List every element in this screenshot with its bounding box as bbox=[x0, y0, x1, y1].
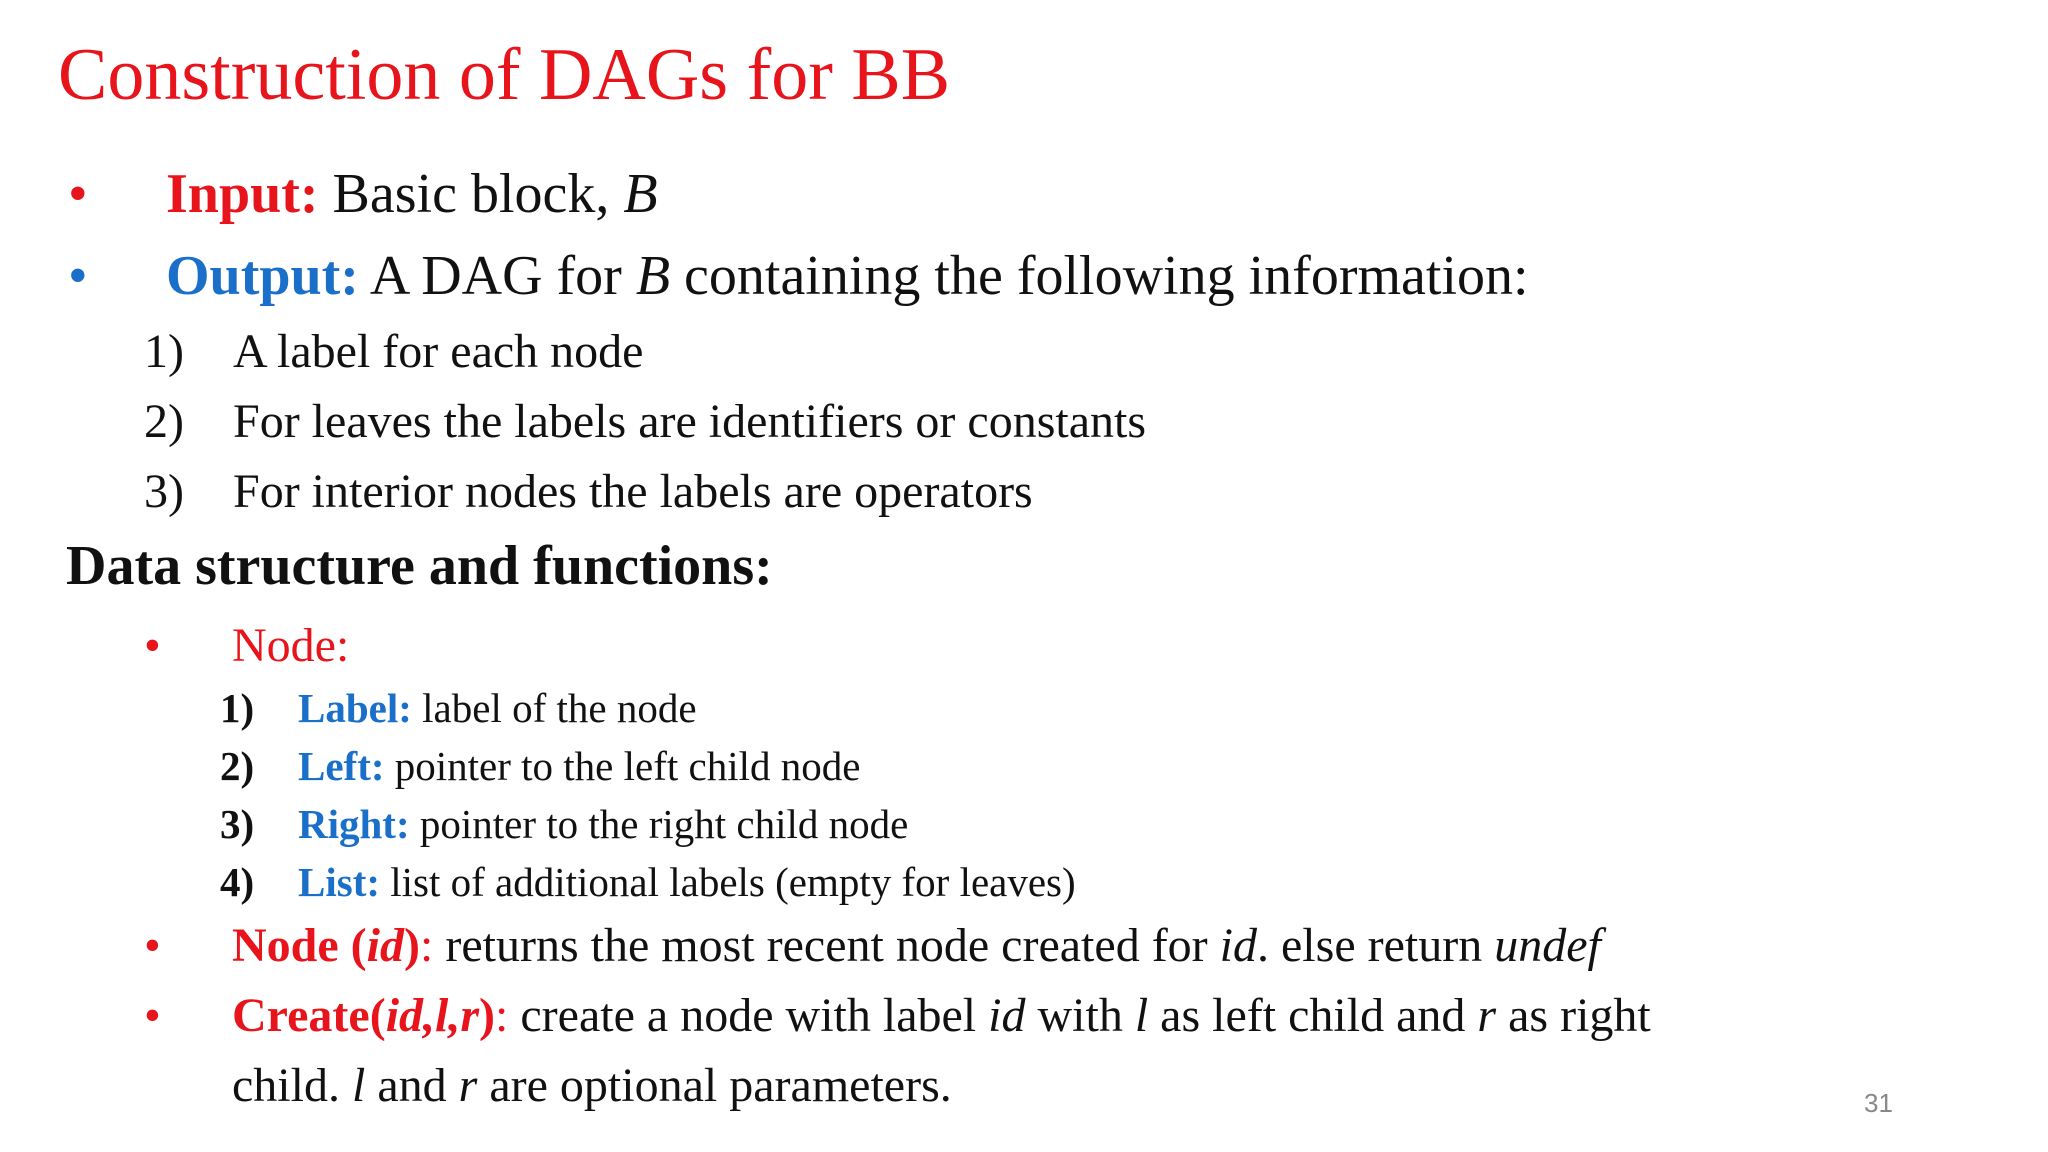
desc-italic: id bbox=[1219, 919, 1257, 972]
create-function-text bbox=[232, 989, 1651, 1042]
label-part: Node ( bbox=[232, 919, 367, 972]
desc-italic: r bbox=[1477, 989, 1497, 1042]
output-text-a: A DAG for bbox=[358, 245, 636, 307]
label-italic: id,l,r bbox=[385, 989, 480, 1042]
bullet-marker: • bbox=[144, 619, 161, 672]
desc-part: . else return bbox=[1257, 919, 1495, 972]
desc-part: as left child and bbox=[1148, 989, 1478, 1042]
desc-italic: id bbox=[988, 989, 1026, 1042]
item-number: 2) bbox=[144, 395, 184, 448]
item-text: For interior nodes the labels are operators bbox=[233, 465, 1033, 518]
desc-part: and bbox=[365, 1059, 459, 1112]
desc-italic: r bbox=[458, 1059, 478, 1112]
bullet-marker: • bbox=[68, 163, 88, 225]
node-bullet-text: Node: bbox=[232, 619, 350, 672]
desc-part: create a node with label bbox=[508, 989, 989, 1042]
field-text bbox=[298, 743, 861, 789]
item-number: 1) bbox=[144, 325, 184, 378]
field-label: Label: bbox=[298, 685, 412, 731]
field-number: 2) bbox=[220, 743, 255, 789]
field-text bbox=[298, 685, 697, 731]
create-function-text-line2 bbox=[232, 1059, 952, 1112]
desc-part: returns the most recent node created for bbox=[433, 919, 1220, 972]
create-function-label bbox=[232, 989, 495, 1042]
item-number: 3) bbox=[144, 465, 184, 518]
desc-italic: l bbox=[1134, 989, 1149, 1042]
page-number: 31 bbox=[1864, 1088, 1893, 1118]
field-number: 1) bbox=[220, 685, 255, 731]
field-text bbox=[298, 859, 1076, 905]
desc-part: as right bbox=[1496, 989, 1651, 1042]
output-italic: B bbox=[635, 245, 671, 307]
item-text: For leaves the labels are identifiers or constants bbox=[233, 395, 1147, 448]
desc-italic: l bbox=[351, 1059, 366, 1112]
input-italic: B bbox=[623, 163, 658, 225]
field-description: list of additional labels (empty for leaves) bbox=[380, 859, 1076, 905]
output-bullet-text bbox=[166, 245, 1529, 307]
desc-part: with bbox=[1025, 989, 1135, 1042]
field-number: 4) bbox=[220, 859, 255, 905]
bullet-marker: • bbox=[68, 245, 88, 307]
section-heading: Data structure and functions: bbox=[66, 535, 773, 597]
field-number: 3) bbox=[220, 801, 255, 847]
desc-part: are optional parameters. bbox=[477, 1059, 952, 1112]
input-label: Input: bbox=[166, 163, 319, 225]
label-part: ) bbox=[404, 919, 420, 972]
node-function-label bbox=[232, 919, 420, 972]
desc-part: child. bbox=[232, 1059, 352, 1112]
field-description: pointer to the left child node bbox=[384, 743, 861, 789]
input-text: Basic block, bbox=[318, 163, 624, 225]
field-text bbox=[298, 801, 909, 847]
field-description: pointer to the right child node bbox=[409, 801, 909, 847]
label-part: ) bbox=[479, 989, 496, 1042]
bullet-marker: • bbox=[144, 989, 161, 1042]
field-label: List: bbox=[298, 859, 380, 905]
input-bullet-text bbox=[166, 163, 658, 225]
field-label: Right: bbox=[298, 801, 410, 847]
output-text-b: containing the following information: bbox=[670, 245, 1529, 307]
label-italic: id bbox=[366, 919, 404, 972]
desc-italic: undef bbox=[1494, 919, 1601, 972]
output-label: Output: bbox=[166, 245, 359, 307]
slide-title: Construction of DAGs for BB bbox=[58, 34, 951, 116]
item-text: A label for each node bbox=[233, 325, 644, 378]
colon: : bbox=[419, 919, 434, 972]
field-label: Left: bbox=[298, 743, 385, 789]
label-part: Create( bbox=[232, 989, 386, 1042]
node-function-text bbox=[232, 919, 1601, 972]
colon: : bbox=[495, 989, 509, 1042]
bullet-marker: • bbox=[144, 919, 161, 972]
field-description: label of the node bbox=[411, 685, 697, 731]
